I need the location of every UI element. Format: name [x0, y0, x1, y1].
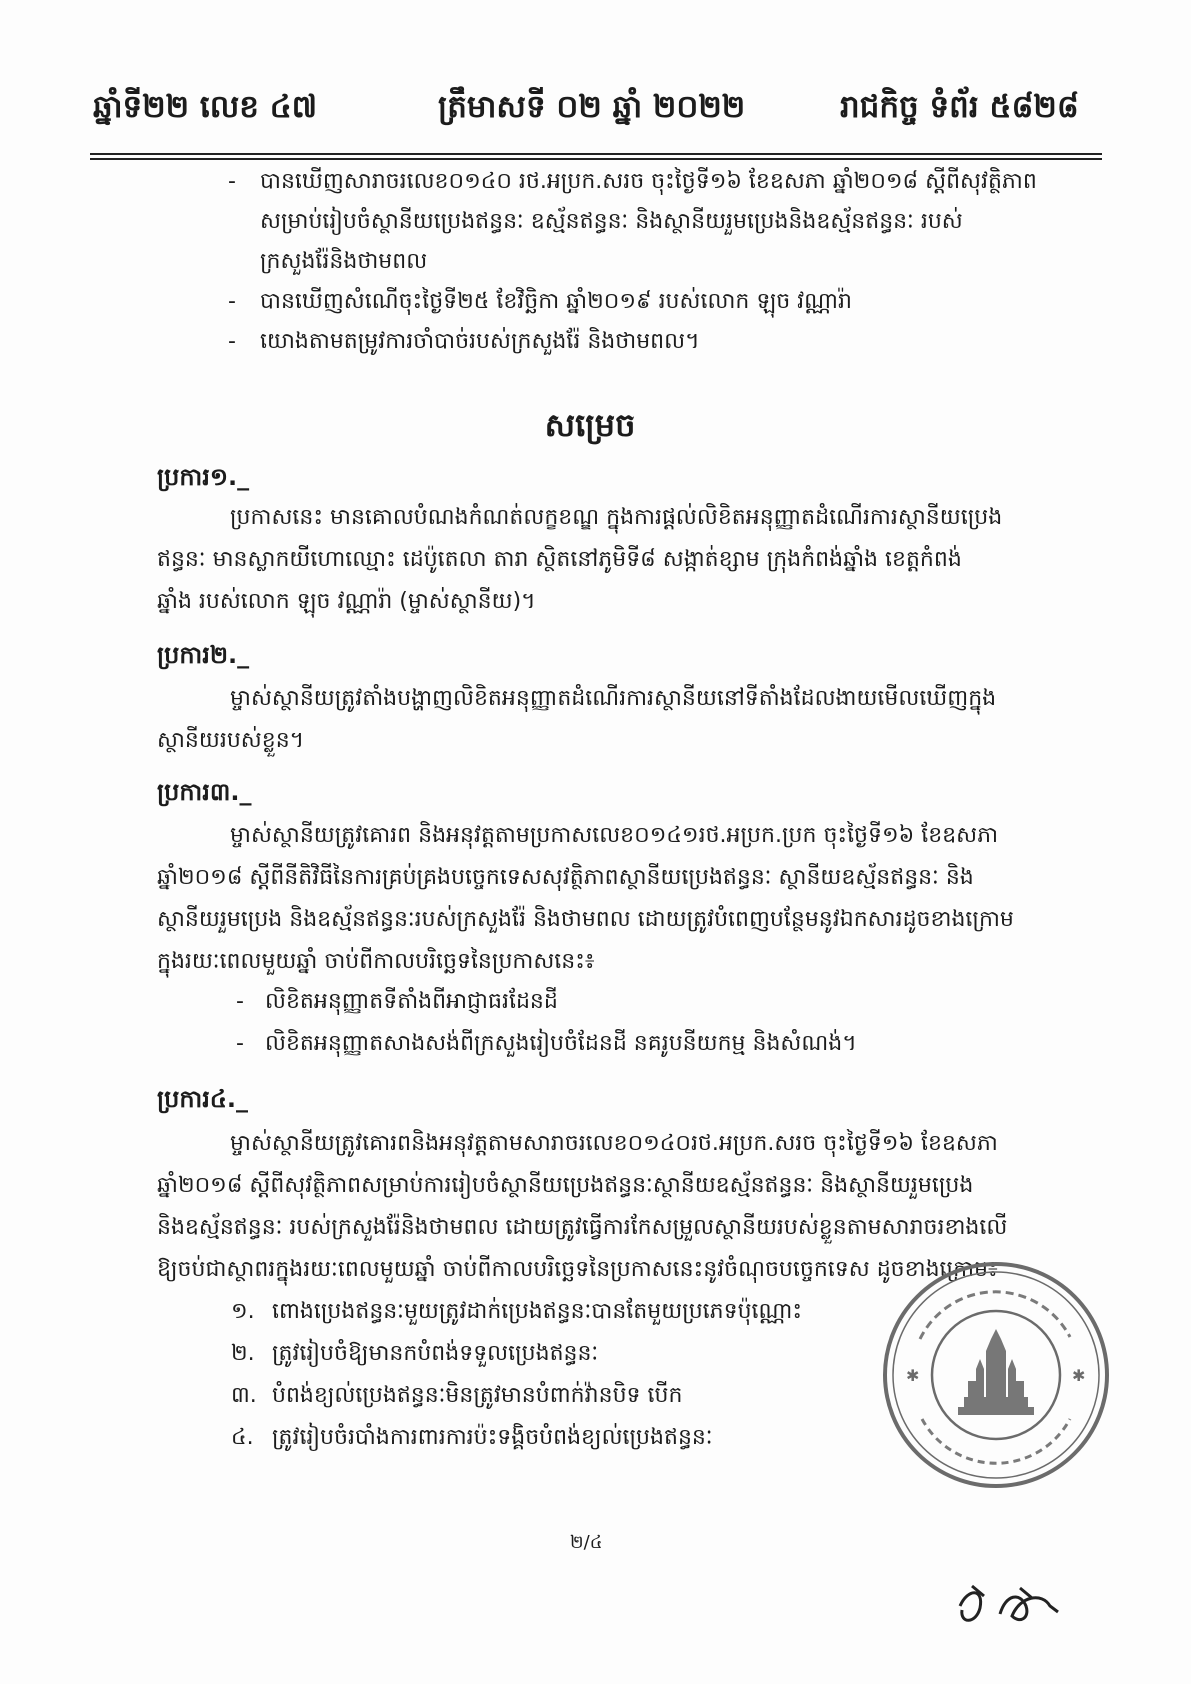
article-4-text: ម្ចាស់ស្ថានីយត្រូវគោរពនិងអនុវត្តតាមសារាចរលេខ០១៤០រថ.អប្រក.សរច ចុះថ្ងៃទី១៦ ខែឧសភា [230, 1131, 998, 1156]
svg-text:✱: ✱ [906, 1366, 920, 1385]
list-number: ៤. [231, 1425, 254, 1450]
article-3-text: ស្ថានីយរួមប្រេង និងឧស្ម័នឥន្ធនៈរបស់ក្រសួងរ៉ែ និងថាមពល ដោយត្រូវបំពេញបន្ថែមនូវឯកសារដូចខាងក្រោម [157, 907, 1014, 932]
list-number: ១. [231, 1299, 255, 1324]
list-number: ៣. [231, 1383, 257, 1408]
svg-text:✱: ✱ [1072, 1366, 1086, 1385]
bullet-dash: - [236, 989, 244, 1014]
article-1-text: ប្រកាសនេះ មានគោលបំណងកំណត់លក្ខខណ្ឌ ក្នុងការផ្តល់លិខិតអនុញ្ញាតដំណើរការស្ថានីយប្រេង [230, 505, 1003, 530]
list-item: បំពង់ខ្យល់ប្រេងឥន្ធនៈមិនត្រូវមានបំពាក់វ៉ានបិទ បើក [272, 1383, 683, 1408]
article-3-text: ក្នុងរយៈពេលមួយឆ្នាំ ចាប់ពីកាលបរិច្ឆេទនៃប្រកាសនេះ៖ [157, 949, 595, 974]
bullet-dash: - [228, 329, 236, 354]
article-4-text: ឆ្នាំ២០១៨ ស្តីពីសុវត្ថិភាពសម្រាប់ការរៀបចំស្ថានីយប្រេងឥន្ធនៈស្ថានីយឧស្ម័នឥន្ធនៈ និងស្ថានីយរួមប្រេង [157, 1173, 974, 1198]
gazette-issue: ឆ្នាំទី២២ លេខ ៤៧ [93, 89, 318, 125]
gazette-page-ref: រាជកិច្ច ទំព័រ ៥៨២៨ [840, 89, 1079, 125]
article-4-text: និងឧស្ម័នឥន្ធនៈ របស់ក្រសួងរ៉ែនិងថាមពល ដោយត្រូវធ្វើការកែសម្រួលស្ថានីយរបស់ខ្លួនតាមសារាចរខាងលើ [157, 1215, 1008, 1240]
article-3-item: លិខិតអនុញ្ញាតសាងសង់ពីក្រសួងរៀបចំដែនដី នគរូបនីយកម្ម និងសំណង់។ [265, 1031, 857, 1056]
article-1-text: ឥន្ធនៈ មានស្លាកយីហោឈ្មោះ ដេប៉ូតេលា តារា ស្ថិតនៅភូមិទី៨ សង្កាត់ខ្សាម ក្រុងកំពង់ឆ្នាំង ខេត្តកំពង់ [157, 547, 962, 572]
bullet-dash: - [228, 169, 236, 194]
preamble-line: បានឃើញសារាចរលេខ០១៤០ រថ.អប្រក.សរច ចុះថ្ងៃទី១៦ ខែឧសភា ឆ្នាំ២០១៨ ស្តីពីសុវត្ថិភាព [260, 169, 1037, 194]
article-2-text: ម្ចាស់ស្ថានីយត្រូវតាំងបង្ហាញលិខិតអនុញ្ញាតដំណើរការស្ថានីយនៅទីតាំងដែលងាយមើលឃើញក្នុង [230, 686, 997, 711]
preamble-line: ក្រសួងរ៉ែនិងថាមពល [260, 249, 428, 274]
list-item: ត្រូវរៀបចំរបាំងការពារការប៉ះទង្គិចបំពង់ខ្យល់ប្រេងឥន្ធនៈ [272, 1425, 713, 1450]
ministry-seal-icon [880, 1259, 1112, 1491]
article-1-text: ឆ្នាំង របស់លោក ឡុច វណ្ណារ៉ា (ម្ចាស់ស្ថានីយ)។ [157, 589, 536, 614]
article-3-text: ឆ្នាំ២០១៨ ស្តីពីនីតិវិធីនៃការគ្រប់គ្រងបច្ចេកទេសសុវត្ថិភាពស្ថានីយប្រេងឥន្ធនៈ ស្ថានីយឧស្ម័នឥន្ធនៈ និង [157, 865, 974, 890]
list-number: ២. [231, 1341, 255, 1366]
article-4-text: ឱ្យចប់ជាស្ថាពរក្នុងរយៈពេលមួយឆ្នាំ ចាប់ពីកាលបរិច្ឆេទនៃប្រកាសនេះនូវចំណុចបច្ចេកទេស ដូចខាងក្រោម៖ [157, 1257, 998, 1282]
decision-title: សម្រេច [544, 406, 636, 444]
preamble-line: បានឃើញសំណើចុះថ្ងៃទី២៥ ខែវិច្ឆិកា ឆ្នាំ២០១៩ របស់លោក ឡុច វណ្ណារ៉ា [260, 289, 852, 314]
article-4-heading: ប្រការ៤._ [157, 1085, 248, 1113]
article-2-heading: ប្រការ២._ [157, 641, 250, 669]
list-item: ពោងប្រេងឥន្ធនៈមួយត្រូវដាក់ប្រេងឥន្ធនៈបានតែមួយប្រភេទប៉ុណ្ណោះ [272, 1299, 803, 1324]
article-3-text: ម្ចាស់ស្ថានីយត្រូវគោរព និងអនុវត្តតាមប្រកាសលេខ០១៤១រថ.អប្រក.ប្រក ចុះថ្ងៃទី១៦ ខែឧសភា [230, 823, 999, 848]
gazette-date: ត្រឹមាសទី ០២ ឆ្នាំ ២០២២ [438, 89, 746, 125]
preamble-line: យោងតាមតម្រូវការចាំបាច់របស់ក្រសួងរ៉ែ និងថាមពល។ [260, 329, 700, 354]
bullet-dash: - [228, 289, 236, 314]
header-rule-bottom [90, 158, 1102, 160]
article-2-text: ស្ថានីយរបស់ខ្លួន។ [157, 728, 305, 753]
article-3-item: លិខិតអនុញ្ញាតទីតាំងពីអាជ្ញាធរដែនដី [265, 989, 558, 1014]
article-1-heading: ប្រការ១._ [157, 463, 250, 491]
article-3-heading: ប្រការ៣._ [157, 778, 252, 806]
list-item: ត្រូវរៀបចំឱ្យមានកបំពង់ទទួលប្រេងឥន្ធនៈ [272, 1341, 599, 1366]
bullet-dash: - [236, 1031, 244, 1056]
page-number: ២/៤ [570, 1532, 603, 1553]
signature-initials-icon [950, 1566, 1080, 1636]
header-rule-top [90, 153, 1102, 155]
preamble-line: សម្រាប់រៀបចំស្ថានីយប្រេងឥន្ធនៈ ឧស្ម័នឥន្ធនៈ និងស្ថានីយរួមប្រេងនិងឧស្ម័នឥន្ធនៈ របស់ [260, 209, 963, 234]
